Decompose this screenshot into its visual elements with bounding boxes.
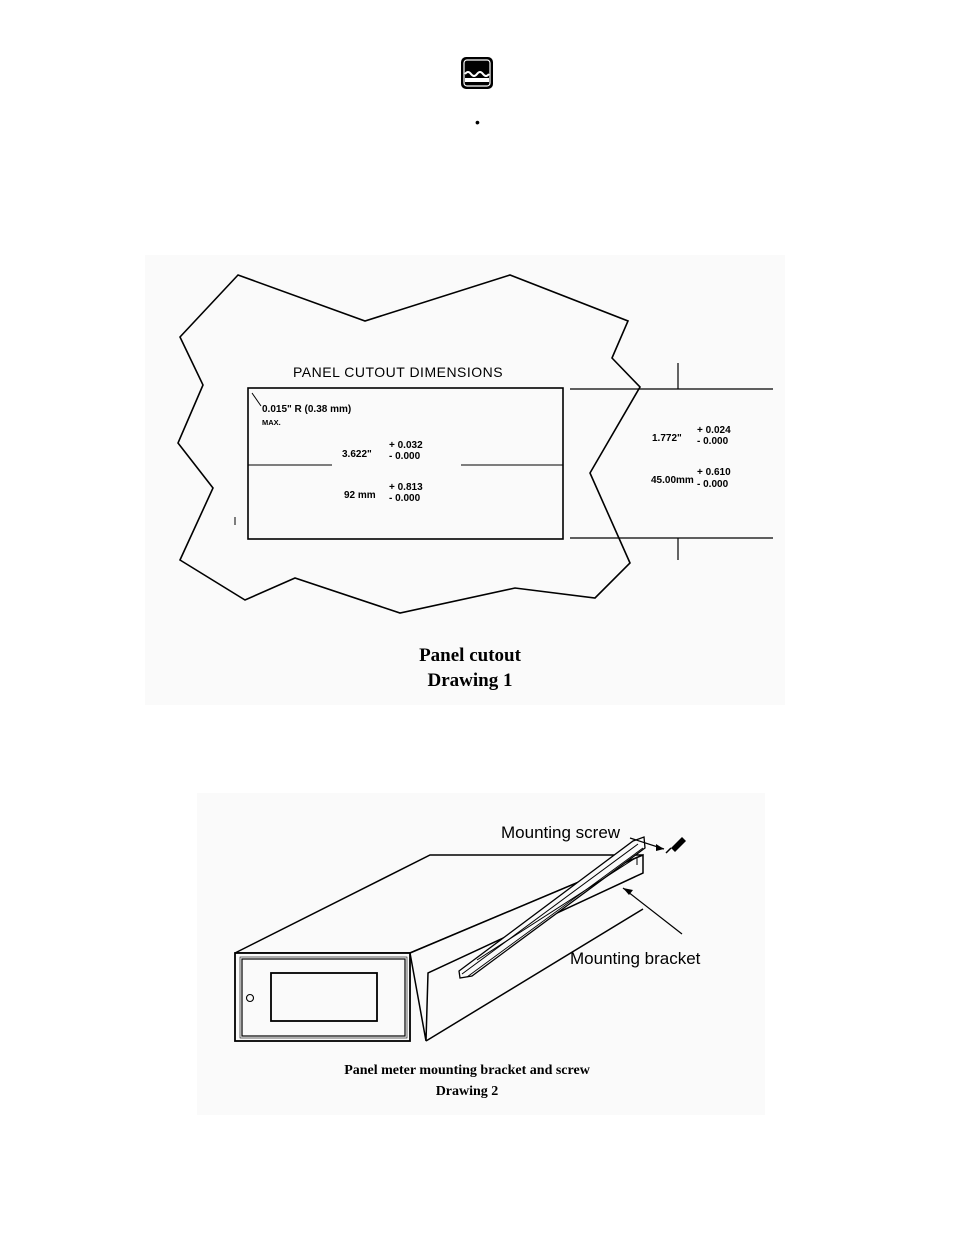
height-inch-plus: + 0.024 <box>697 425 731 436</box>
width-mm-value: 92 mm <box>344 490 376 501</box>
drawing1-caption <box>340 643 600 693</box>
meter-top-face <box>235 855 643 953</box>
drawing2-caption-number: Drawing 2 <box>435 1084 499 1099</box>
cutout-heading: PANEL CUTOUT DIMENSIONS <box>293 364 504 380</box>
width-mm-plus: + 0.813 <box>389 482 423 493</box>
drawing2-caption-title: Panel meter mounting bracket and screw <box>344 1063 590 1078</box>
panel-cutout-drawing <box>145 255 785 705</box>
header-bullet: • <box>475 114 480 130</box>
radius-note-max: MAX. <box>262 418 281 427</box>
logo <box>460 56 494 90</box>
width-inch-value: 3.622" <box>342 449 372 460</box>
width-inch-minus: - 0.000 <box>389 451 421 462</box>
height-inch-minus: - 0.000 <box>697 436 729 447</box>
height-mm-value: 45.00mm <box>651 475 694 486</box>
height-mm-minus: - 0.000 <box>697 479 729 490</box>
mounting-bracket-label: Mounting bracket <box>570 949 701 968</box>
drawing2-caption <box>267 1060 667 1102</box>
height-mm-plus: + 0.610 <box>697 467 731 478</box>
wave-logo-icon <box>460 56 494 90</box>
radius-note: 0.015" R (0.38 mm) <box>262 404 352 415</box>
mounting-screw-icon <box>666 837 686 853</box>
drawing1-caption-number: Drawing 1 <box>427 670 513 691</box>
panel-cutout-figure <box>145 255 785 705</box>
meter-display-window <box>271 973 377 1021</box>
mounting-screw-label: Mounting screw <box>501 823 621 842</box>
drawing1-caption-title: Panel cutout <box>419 645 521 666</box>
width-mm-minus: - 0.000 <box>389 493 421 504</box>
height-inch-value: 1.772" <box>652 433 682 444</box>
width-inch-plus: + 0.032 <box>389 440 423 451</box>
